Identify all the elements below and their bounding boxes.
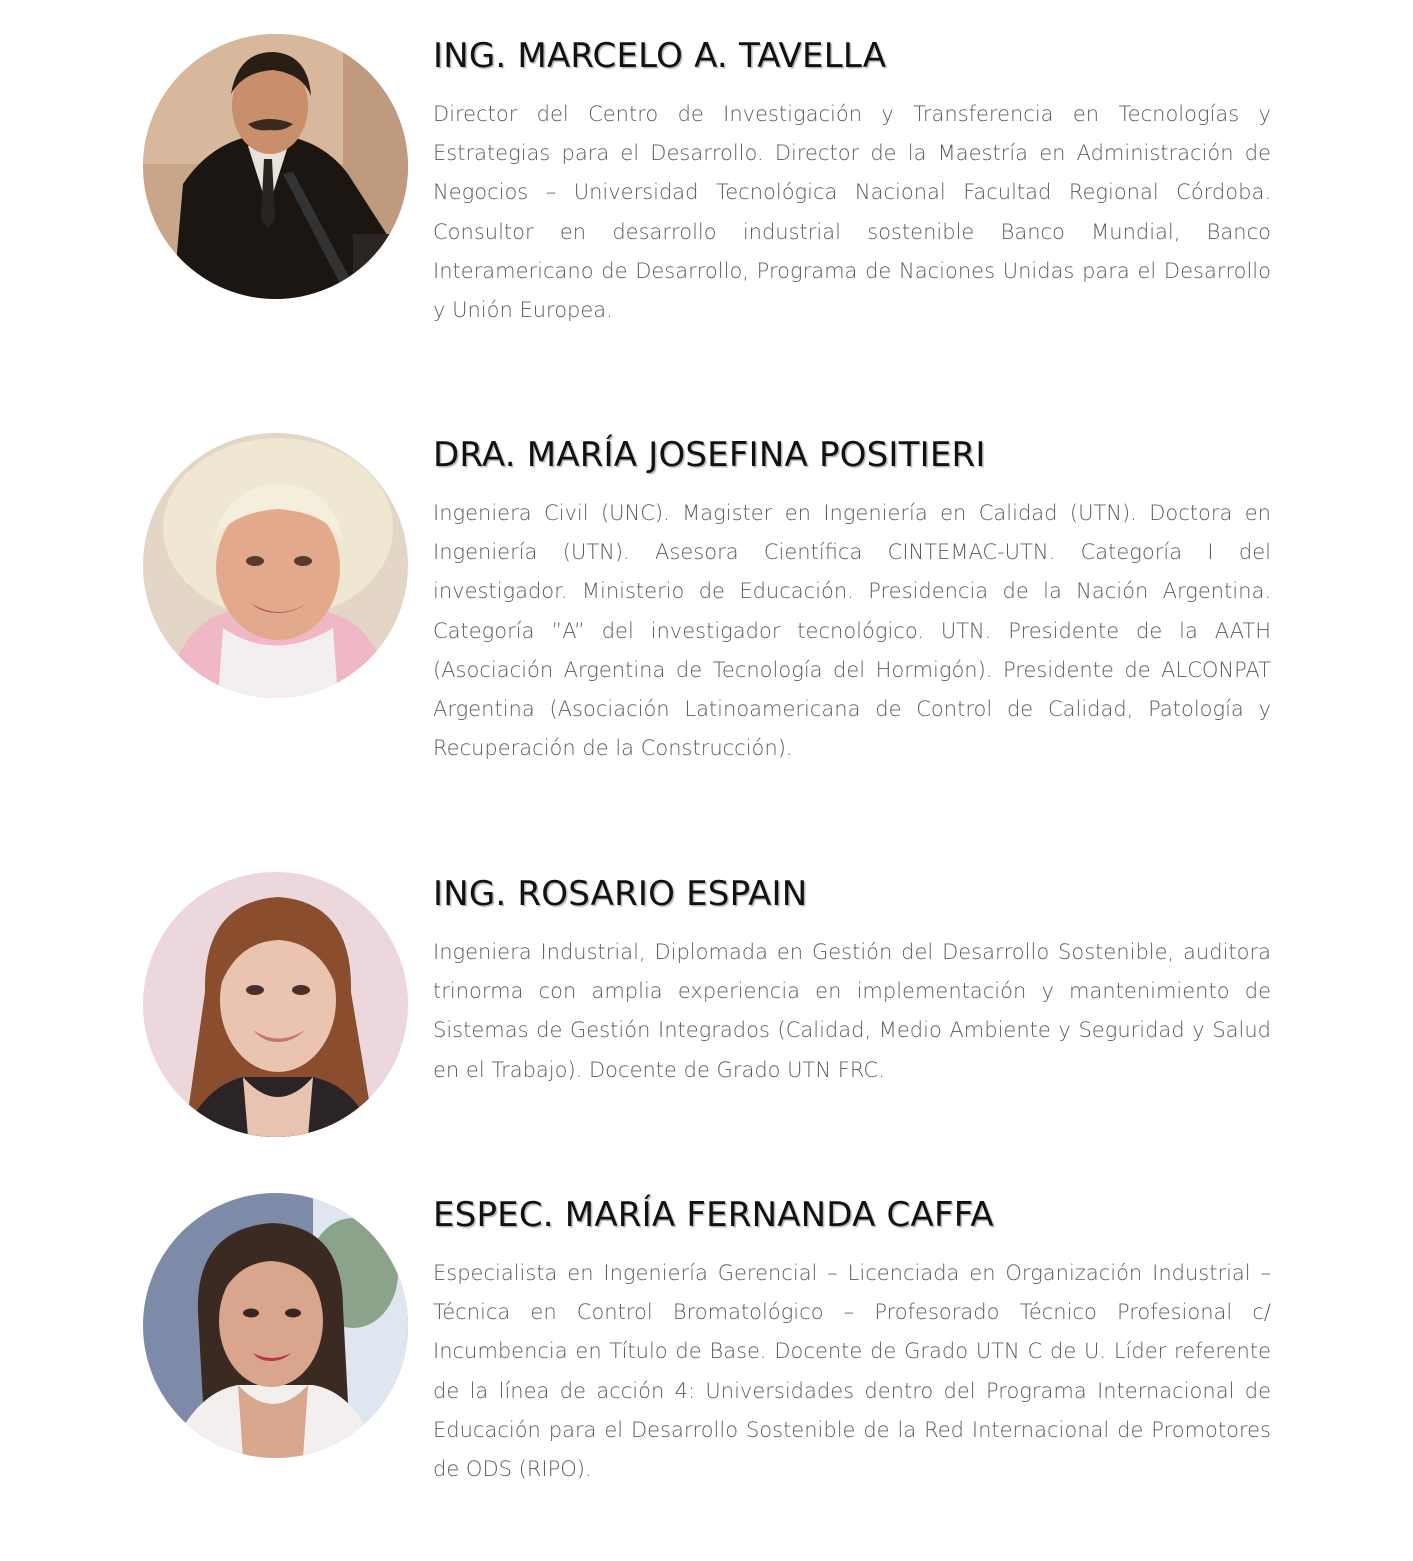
portrait-photo-tavella: [143, 34, 408, 299]
person-name: ESPEC. MARÍA FERNANDA CAFFA: [433, 1195, 994, 1235]
portrait-photo-positieri: [143, 433, 408, 698]
person-bio: Especialista en Ingeniería Gerencial – Licenciada en Organización Industrial – Técnica en Control Bromatológico – Profesorado Técnico Profesional c/ Incumbencia en Título de Base. Docente de Grado UTN C de U. Líder referente de la línea de acción 4: Universidades dentro del Programa Internacional de Educación para el Desarrollo Sostenible de la Red Internacional de Promotores de ODS (RIPO).: [433, 1261, 1271, 1482]
avatar: [143, 872, 408, 1137]
person-name: DRA. MARÍA JOSEFINA POSITIERI: [433, 435, 986, 475]
avatar: [143, 34, 408, 299]
portrait-photo-caffa: [143, 1193, 408, 1458]
portrait-photo-espain: [143, 872, 408, 1137]
person-bio: Director del Centro de Investigación y Transferencia en Tecnologías y Estrategias para el Desarrollo. Director de la Maestría en Administración de Negocios – Universidad Tecnológica Nacional Facultad Regional Córdoba. Consultor en desarrollo industrial sostenible Banco Mundial, Banco Interamericano de Desarrollo, Programa de Naciones Unidas para el Desarrollo y Unión Europea.: [433, 102, 1271, 323]
avatar: [143, 1193, 408, 1458]
avatar: [143, 433, 408, 698]
person-name: ING. MARCELO A. TAVELLA: [433, 36, 887, 76]
person-name: ING. ROSARIO ESPAIN: [433, 874, 808, 914]
person-bio: Ingeniera Industrial, Diplomada en Gestión del Desarrollo Sostenible, auditora trinorma con amplia experiencia en implementación y mantenimiento de Sistemas de Gestión Integrados (Calidad, Medio Ambiente y Seguridad y Salud en el Trabajo). Docente de Grado UTN FRC.: [433, 940, 1271, 1082]
person-bio: Ingeniera Civil (UNC). Magister en Ingeniería en Calidad (UTN). Doctora en Ingeniería (UTN). Asesora Científica CINTEMAC-UTN. Categoría I del investigador. Ministerio de Educación. Presidencia de la Nación Argentina. Categoría ”A” del investigador tecnológico. UTN. Presidente de la AATH (Asociación Argentina de Tecnología del Hormigón). Presidente de ALCONPAT Argentina (Asociación Latinoamericana de Control de Calidad, Patología y Recuperación de la Construcción).: [433, 501, 1271, 761]
